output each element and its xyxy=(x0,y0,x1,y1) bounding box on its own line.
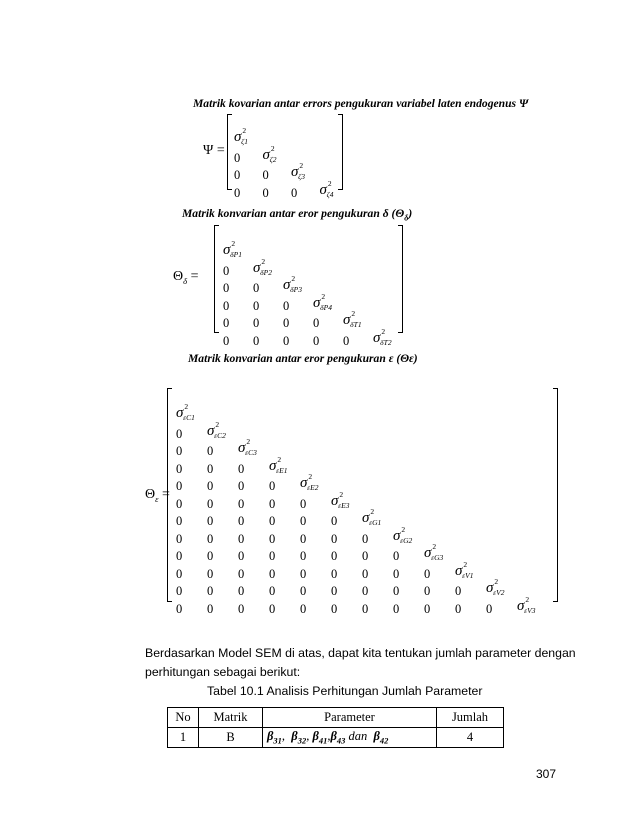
sigma-subscript: ζ4 xyxy=(326,189,334,199)
squared-exponent: 2 xyxy=(231,239,236,248)
theta-eps-zero: 0 xyxy=(176,566,183,581)
sigma-symbol: σ xyxy=(176,405,184,421)
theta-eps-zero: 0 xyxy=(207,531,214,546)
theta-delta-sigma xyxy=(343,309,362,329)
theta-eps-zero: 0 xyxy=(176,601,183,616)
theta-eps-diag-entry xyxy=(517,594,536,615)
theta-eps-diag-entry xyxy=(300,472,319,492)
psi-sigma xyxy=(262,143,277,164)
sigma-subscript: εE3 xyxy=(338,500,350,510)
theta-delta-zero: 0 xyxy=(283,333,290,348)
header-matrik: Matrik xyxy=(199,708,263,728)
theta-delta-left-bracket xyxy=(214,225,219,333)
parameter-separator: , xyxy=(327,729,331,744)
theta-eps-zero: 0 xyxy=(207,584,214,598)
sigma-subscript: εG2 xyxy=(400,535,413,545)
squared-exponent: 2 xyxy=(299,161,304,170)
sigma-symbol: σ xyxy=(517,597,525,614)
theta-eps-zero: 0 xyxy=(207,514,214,528)
theta-eps-heading: Matrik konvarian antar eror pengukuran ε (Θε) xyxy=(188,352,418,365)
sigma-subscript: δT2 xyxy=(380,337,392,347)
squared-exponent: 2 xyxy=(432,542,437,551)
psi-sigma xyxy=(319,178,334,199)
theta-eps-sigma xyxy=(486,577,505,597)
theta-eps-zero: 0 xyxy=(300,566,307,581)
sigma-subscript: εC3 xyxy=(245,448,257,457)
sigma-subscript: δP3 xyxy=(290,285,302,294)
theta-eps-zero: 0 xyxy=(424,566,431,581)
theta-eps-zero: 0 xyxy=(393,549,400,563)
sigma-symbol: σ xyxy=(424,545,432,561)
squared-exponent: 2 xyxy=(246,437,251,446)
page-number: 307 xyxy=(536,767,557,781)
theta-delta-zero: 0 xyxy=(223,281,230,295)
parameter-table xyxy=(167,707,504,748)
squared-exponent: 2 xyxy=(463,559,468,569)
sigma-subscript: ζ1 xyxy=(241,137,248,146)
squared-exponent: 2 xyxy=(242,126,247,135)
theta-eps-zero: 0 xyxy=(269,549,276,563)
squared-exponent: 2 xyxy=(494,577,499,586)
theta-eps-zero: 0 xyxy=(486,601,493,616)
squared-exponent: 2 xyxy=(321,291,326,301)
cell-matrik: B xyxy=(199,728,263,748)
squared-exponent: 2 xyxy=(351,309,356,318)
beta-subscript: 32 xyxy=(297,735,307,746)
theta-eps-zero: 0 xyxy=(207,461,214,476)
theta-delta-sigma xyxy=(283,274,302,294)
sigma-symbol: σ xyxy=(393,527,401,544)
theta-eps-zero: 0 xyxy=(424,601,431,616)
beta-subscript: 31 xyxy=(273,735,282,746)
theta-eps-zero: 0 xyxy=(238,549,245,563)
theta-delta-zero: 0 xyxy=(253,316,260,330)
sigma-symbol: σ xyxy=(300,475,308,491)
parameter-separator: , xyxy=(281,729,292,744)
theta-eps-zero: 0 xyxy=(238,601,245,616)
theta-eps-zero: 0 xyxy=(331,514,338,528)
sigma-subscript: ζ2 xyxy=(269,154,277,164)
theta-eps-zero: 0 xyxy=(269,601,276,616)
squared-exponent: 2 xyxy=(215,419,220,429)
sigma-symbol: σ xyxy=(262,146,270,163)
theta-eps-zero: 0 xyxy=(331,549,338,563)
theta-eps-zero: 0 xyxy=(238,461,245,476)
theta-eps-zero: 0 xyxy=(207,549,214,563)
beta-parameter xyxy=(267,729,282,746)
sigma-subscript: δP2 xyxy=(260,267,272,277)
theta-delta-heading xyxy=(182,207,412,222)
header-jumlah: Jumlah xyxy=(437,708,504,728)
theta-eps-zero: 0 xyxy=(331,531,338,546)
theta-delta-sigma xyxy=(373,326,392,347)
theta-delta-zero: 0 xyxy=(283,316,290,330)
theta-eps-zero: 0 xyxy=(393,584,400,598)
theta-delta-zero: 0 xyxy=(223,333,230,348)
theta-eps-sigma xyxy=(176,402,195,422)
theta-eps-right-bracket xyxy=(553,388,558,602)
theta-eps-zero: 0 xyxy=(362,566,369,581)
theta-delta-heading-text: Matrik konvarian antar eror pengukuran δ (Θ xyxy=(182,207,405,220)
psi-right-bracket xyxy=(338,114,343,190)
parameter-separator: dan xyxy=(345,729,374,744)
theta-eps-zero: 0 xyxy=(300,496,307,511)
sigma-subscript: εE1 xyxy=(276,465,288,475)
theta-eps-zero: 0 xyxy=(207,496,214,511)
paragraph-line-1: Berdasarkan Model SEM di atas, dapat kita tentukan jumlah parameter dengan xyxy=(145,646,576,660)
theta-eps-zero: 0 xyxy=(362,601,369,616)
squared-exponent: 2 xyxy=(277,454,282,464)
theta-eps-diag-entry xyxy=(455,559,474,580)
theta-delta-diag-entry xyxy=(313,291,332,312)
theta-delta-sigma xyxy=(223,239,242,259)
psi-diag-entry xyxy=(319,178,334,199)
theta-eps-zero: 0 xyxy=(455,584,462,598)
psi-matrix-label: Ψ = xyxy=(203,143,225,158)
theta-eps-zero: 0 xyxy=(176,461,183,476)
theta-eps-zero: 0 xyxy=(362,531,369,546)
theta-eps-sigma xyxy=(300,472,319,492)
theta-delta-zero: 0 xyxy=(283,298,290,313)
theta-eps-zero: 0 xyxy=(300,584,307,598)
sigma-subscript: εV3 xyxy=(524,605,536,615)
theta-eps-zero: 0 xyxy=(176,444,183,458)
cell-jumlah: 4 xyxy=(437,728,504,748)
theta-eps-sigma xyxy=(362,507,382,527)
sigma-symbol: σ xyxy=(331,492,339,509)
psi-zero: 0 xyxy=(262,185,269,200)
body-paragraph xyxy=(145,644,576,682)
sigma-subscript: εG3 xyxy=(431,553,444,562)
psi-left-bracket xyxy=(227,114,232,190)
theta-delta-diag-entry xyxy=(253,256,272,277)
theta-delta-zero: 0 xyxy=(253,333,260,348)
theta-eps-diag-entry xyxy=(176,402,195,422)
cell-no: 1 xyxy=(168,728,199,748)
squared-exponent: 2 xyxy=(261,256,266,266)
theta-eps-diag-entry xyxy=(393,524,413,545)
theta-eps-zero: 0 xyxy=(331,584,338,598)
beta-symbol: β xyxy=(312,729,319,744)
theta-delta-zero: 0 xyxy=(223,316,230,330)
theta-eps-zero: 0 xyxy=(238,531,245,546)
beta-symbol: β xyxy=(291,729,298,744)
beta-symbol: β xyxy=(373,729,380,744)
theta-eps-zero: 0 xyxy=(269,514,276,528)
theta-delta-right-bracket xyxy=(398,225,403,333)
squared-exponent: 2 xyxy=(339,489,344,499)
squared-exponent: 2 xyxy=(291,274,296,283)
theta-eps-sigma xyxy=(517,594,536,615)
theta-eps-zero: 0 xyxy=(424,584,431,598)
psi-diag-entry xyxy=(291,161,305,181)
theta-eps-zero: 0 xyxy=(238,566,245,581)
theta-delta-heading-close: ) xyxy=(408,207,413,220)
header-no: No xyxy=(168,708,199,728)
paragraph-line-2: perhitungan sebagai berikut: xyxy=(145,665,301,679)
theta-eps-diag-entry xyxy=(238,437,257,457)
sigma-symbol: σ xyxy=(319,181,327,198)
sigma-symbol: σ xyxy=(269,457,277,474)
theta-delta-sigma xyxy=(253,256,272,277)
theta-delta-zero: 0 xyxy=(253,281,260,295)
theta-delta-zero: 0 xyxy=(313,333,320,348)
sigma-symbol: σ xyxy=(313,294,321,311)
theta-eps-zero: 0 xyxy=(207,566,214,581)
theta-eps-sigma xyxy=(238,437,257,457)
theta-delta-heading-sub: δ xyxy=(404,213,409,223)
sigma-symbol: σ xyxy=(373,329,381,346)
theta-eps-zero: 0 xyxy=(269,531,276,546)
parameter-separator: , xyxy=(306,729,313,744)
theta-eps-zero: 0 xyxy=(300,514,307,528)
sigma-subscript: δT1 xyxy=(350,320,362,329)
header-parameter: Parameter xyxy=(263,708,437,728)
beta-parameter xyxy=(291,729,307,746)
beta-symbol: β xyxy=(267,729,274,744)
theta-eps-sigma xyxy=(455,559,474,580)
theta-eps-zero: 0 xyxy=(455,601,462,616)
theta-eps-sigma xyxy=(207,419,226,440)
theta-delta-label xyxy=(173,269,198,286)
theta-delta-sigma xyxy=(313,291,332,312)
theta-eps-sigma xyxy=(424,542,444,562)
squared-exponent: 2 xyxy=(184,402,189,411)
theta-eps-zero: 0 xyxy=(238,496,245,511)
theta-eps-zero: 0 xyxy=(176,549,183,563)
parameter-list xyxy=(267,729,389,746)
sigma-subscript: εV2 xyxy=(493,588,505,597)
sigma-subscript: εE2 xyxy=(307,483,319,492)
theta-eps-zero: 0 xyxy=(176,531,183,546)
theta-eps-sigma xyxy=(393,524,413,545)
sigma-symbol: σ xyxy=(234,129,242,145)
sigma-symbol: σ xyxy=(455,562,463,579)
psi-zero: 0 xyxy=(234,185,241,200)
theta-eps-zero: 0 xyxy=(393,601,400,616)
theta-eps-zero: 0 xyxy=(269,479,276,493)
theta-eps-zero: 0 xyxy=(238,514,245,528)
theta-eps-zero: 0 xyxy=(331,566,338,581)
psi-sigma xyxy=(291,161,305,181)
psi-zero: 0 xyxy=(234,150,241,165)
theta-eps-zero: 0 xyxy=(331,601,338,616)
theta-eps-diag-entry xyxy=(207,419,226,440)
theta-eps-zero: 0 xyxy=(176,426,183,441)
theta-eps-zero: 0 xyxy=(362,549,369,563)
theta-eps-label-sub: ε xyxy=(155,493,159,504)
beta-symbol: β xyxy=(330,729,337,744)
theta-eps-zero: 0 xyxy=(362,584,369,598)
sigma-symbol: σ xyxy=(291,164,299,180)
sigma-subscript: εC1 xyxy=(183,413,195,422)
psi-zero: 0 xyxy=(262,168,269,182)
sigma-subscript: εC2 xyxy=(214,430,226,440)
psi-sigma xyxy=(234,126,248,146)
theta-delta-diag-entry xyxy=(283,274,302,294)
theta-eps-zero: 0 xyxy=(300,531,307,546)
squared-exponent: 2 xyxy=(381,326,386,336)
sigma-subscript: εV1 xyxy=(462,570,474,580)
theta-delta-label-symbol: Θ xyxy=(173,269,184,284)
theta-eps-zero: 0 xyxy=(300,549,307,563)
theta-eps-zero: 0 xyxy=(207,479,214,493)
sigma-symbol: σ xyxy=(238,440,246,456)
psi-zero: 0 xyxy=(291,185,298,200)
theta-eps-zero: 0 xyxy=(176,496,183,511)
beta-subscript: 41 xyxy=(318,735,328,746)
theta-delta-zero: 0 xyxy=(343,333,350,348)
psi-heading: Matrik kovarian antar errors pengukuran variabel laten endogenus Ψ xyxy=(193,97,529,110)
table-caption: Tabel 10.1 Analisis Perhitungan Jumlah Parameter xyxy=(207,684,483,698)
theta-eps-diag-entry xyxy=(269,454,288,475)
beta-parameter xyxy=(373,729,389,746)
theta-eps-zero: 0 xyxy=(300,601,307,616)
theta-delta-zero: 0 xyxy=(253,298,260,313)
squared-exponent: 2 xyxy=(308,472,313,481)
theta-eps-zero: 0 xyxy=(176,584,183,598)
theta-eps-diag-entry xyxy=(424,542,444,562)
psi-diag-entry xyxy=(234,126,248,146)
sigma-symbol: σ xyxy=(253,259,261,276)
psi-diag-entry xyxy=(262,143,277,164)
theta-eps-zero: 0 xyxy=(269,584,276,598)
sigma-symbol: σ xyxy=(283,277,291,293)
table-header-row xyxy=(168,708,504,728)
sigma-symbol: σ xyxy=(223,242,231,258)
psi-zero: 0 xyxy=(234,168,241,182)
theta-eps-zero: 0 xyxy=(207,601,214,616)
cell-parameter xyxy=(263,728,437,748)
sigma-symbol: σ xyxy=(362,510,370,526)
squared-exponent: 2 xyxy=(370,507,375,516)
theta-delta-zero: 0 xyxy=(223,298,230,313)
theta-eps-zero: 0 xyxy=(207,444,214,458)
theta-delta-zero: 0 xyxy=(313,316,320,330)
sigma-symbol: σ xyxy=(343,312,351,328)
squared-exponent: 2 xyxy=(401,524,406,534)
theta-delta-zero: 0 xyxy=(223,263,230,278)
sigma-symbol: σ xyxy=(207,422,215,439)
theta-eps-zero: 0 xyxy=(269,566,276,581)
theta-eps-zero: 0 xyxy=(238,584,245,598)
beta-subscript: 42 xyxy=(379,735,389,746)
theta-eps-diag-entry xyxy=(362,507,382,527)
table-row xyxy=(168,728,504,748)
theta-eps-zero: 0 xyxy=(393,566,400,581)
theta-delta-diag-entry xyxy=(223,239,242,259)
squared-exponent: 2 xyxy=(525,594,530,604)
theta-eps-label-eq: = xyxy=(161,487,170,502)
sigma-subscript: δP1 xyxy=(230,250,242,259)
sigma-subscript: εG1 xyxy=(369,518,382,527)
theta-eps-zero: 0 xyxy=(176,479,183,493)
theta-eps-zero: 0 xyxy=(238,479,245,493)
theta-eps-label-symbol: Θ xyxy=(145,487,156,502)
theta-eps-diag-entry xyxy=(331,489,350,510)
sigma-subscript: δP4 xyxy=(320,302,332,312)
theta-eps-sigma xyxy=(331,489,350,510)
theta-eps-zero: 0 xyxy=(176,514,183,528)
theta-delta-label-eq: = xyxy=(190,269,199,284)
beta-subscript: 43 xyxy=(336,735,346,746)
theta-delta-diag-entry xyxy=(343,309,362,329)
beta-parameter xyxy=(312,729,328,746)
theta-eps-diag-entry xyxy=(486,577,505,597)
squared-exponent: 2 xyxy=(270,143,275,153)
theta-eps-zero: 0 xyxy=(269,496,276,511)
sigma-subscript: ζ3 xyxy=(298,172,305,181)
squared-exponent: 2 xyxy=(327,178,332,188)
theta-eps-sigma xyxy=(269,454,288,475)
theta-delta-label-sub: δ xyxy=(183,275,188,286)
theta-eps-left-bracket xyxy=(167,388,172,602)
sigma-symbol: σ xyxy=(486,580,494,596)
beta-parameter xyxy=(330,729,346,746)
theta-delta-diag-entry xyxy=(373,326,392,347)
